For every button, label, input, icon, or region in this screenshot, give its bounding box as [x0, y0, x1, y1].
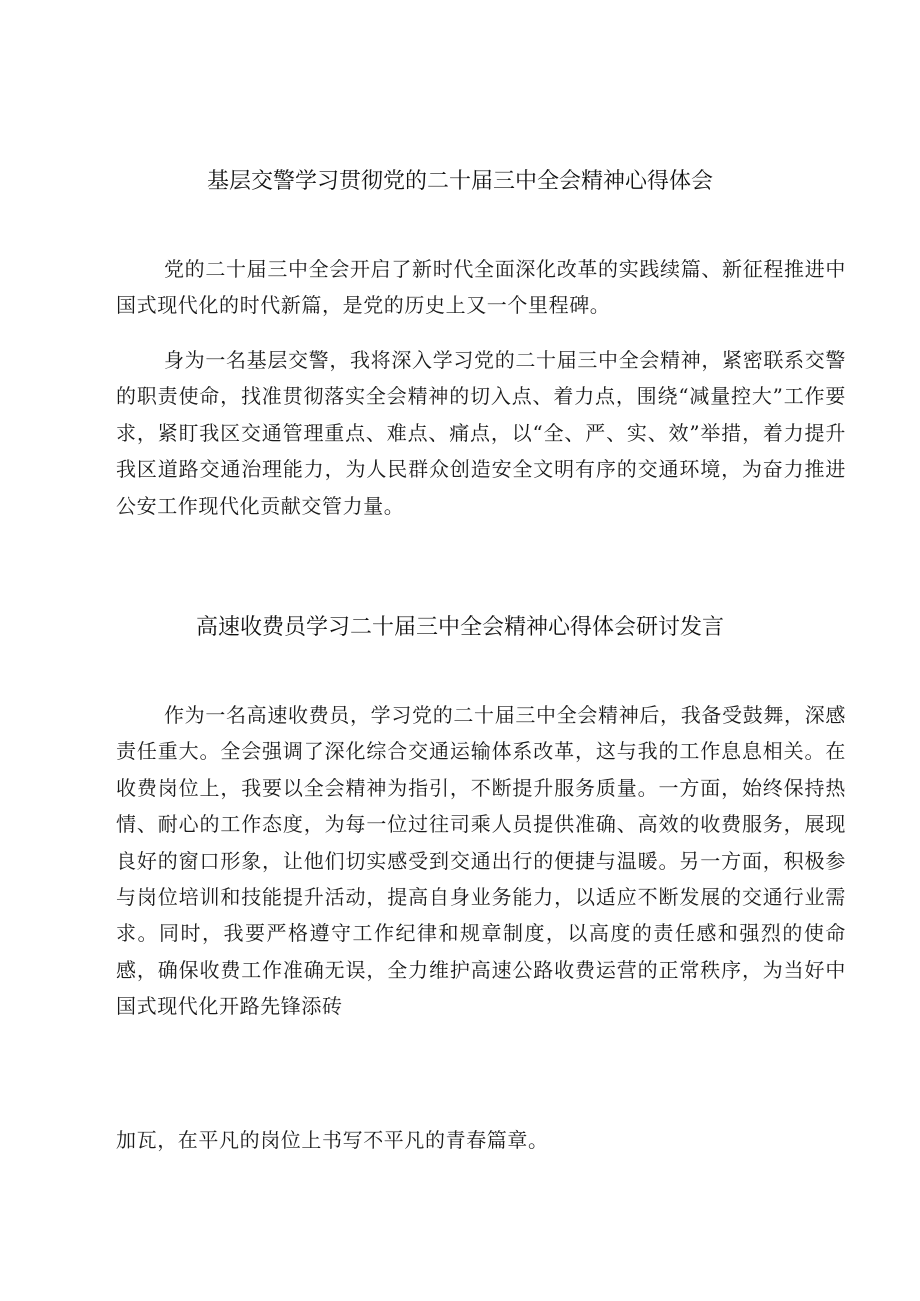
paragraph-3: 作为一名高速收费员，学习党的二十届三中全会精神后，我备受鼓舞，深感责任重大。全会强调了深化综合交通运输体系改革，这与我的工作息息相关。在收费岗位上，我要以全会精神为指引，不断提升服务质量。一方面，始终保持热情、耐心的工作态度，为每一位过往司乘人员提供准确、高效的收费服务，展现良好的窗口形象，让他们切实感受到交通出行的便捷与温暖。另一方面，积极参与岗位培训和技能提升活动，提高自身业务能力，以适应不断发展的交通行业需求。同时，我要严格遵守工作纪律和规章制度，以高度的责任感和强烈的使命感，确保收费工作准确无误，全力维护高速公路收费运营的正常秩序，为当好中国式现代化开路先锋添砖: [116, 703, 846, 1019]
document-title-toll-collector: 高速收费员学习二十届三中全会精神心得体会研讨发言: [195, 615, 724, 640]
document-title-traffic-police: 基层交警学习贯彻党的二十届三中全会精神心得体会: [206, 169, 713, 194]
paragraph-4-continuation: 加瓦，在平凡的岗位上书写不平凡的青春篇章。: [116, 1128, 549, 1152]
paragraph-1: 党的二十届三中全会开启了新时代全面深化改革的实践续篇、新征程推进中国式现代化的时代新篇，是党的历史上又一个里程碑。: [116, 257, 846, 318]
paragraph-2: 身为一名基层交警，我将深入学习党的二十届三中全会精神，紧密联系交警的职责使命，找准贯彻落实全会精神的切入点、着力点，围绕“减量控大”工作要求，紧盯我区交通管理重点、难点、痛点，以“全、严、实、效”举措，着力提升我区道路交通治理能力，为人民群众创造安全文明有序的交通环境，为奋力推进公安工作现代化贡献交管力量。: [116, 348, 846, 518]
